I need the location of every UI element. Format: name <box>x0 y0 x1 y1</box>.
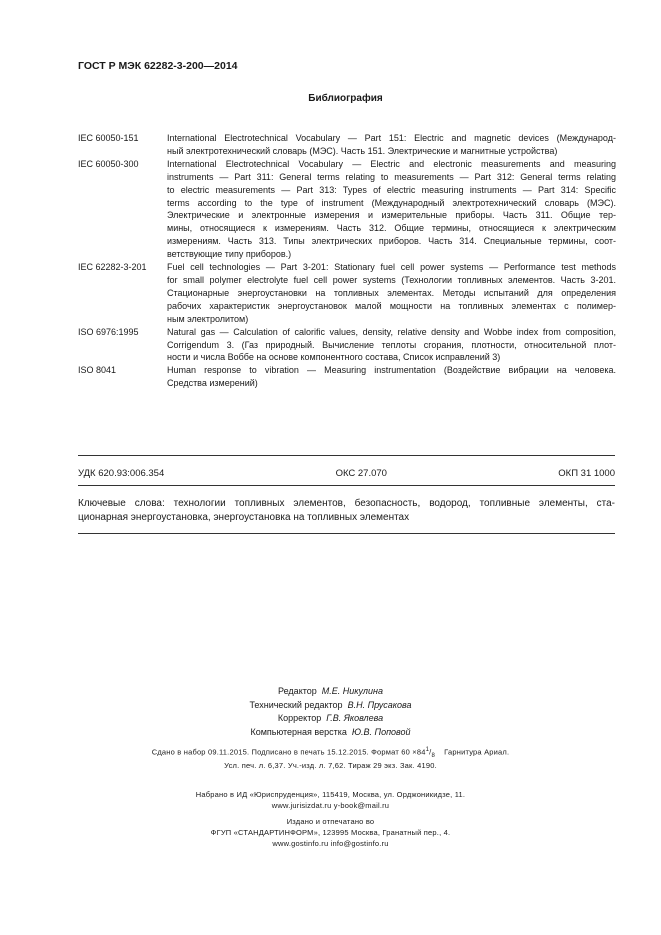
credit-line <box>0 726 661 740</box>
entry-line: рабочих характеристик энергоустановок малой мощности на топливных элементах с полимер- <box>167 300 616 311</box>
printer-contacts: www.gostinfo.ru info@gostinfo.ru <box>272 839 389 848</box>
entry-line: измерениям. Часть 313. Типы электрических приборов. Часть 314. Специальные термины, соот- <box>167 236 616 247</box>
credit-person: Г.В. Яковлева <box>326 713 384 724</box>
entry-description <box>167 132 616 158</box>
keywords-line: Ключевые слова: технологии топливных элементов, безопасность, водород, топливные элементы, ста- <box>78 498 615 509</box>
keywords-line: ционарная энергоустановка, энергоустановка на топливных элементах <box>78 511 410 523</box>
entry-line: Средства измерений) <box>167 378 258 389</box>
credit-line <box>0 685 661 699</box>
credit-person: В.Н. Прусакова <box>347 699 412 710</box>
entry-description <box>167 158 616 261</box>
bibliography-entry <box>78 261 616 326</box>
credit-line <box>0 699 661 713</box>
bibliography-list <box>78 132 616 390</box>
entry-line: Fuel cell technologies — Part 3-201: Stationary fuel cell power systems — Performance test methods <box>167 262 616 273</box>
entry-line: ветствующие типу приборов.) <box>167 249 292 260</box>
credit-line <box>0 712 661 726</box>
entry-code: IEC 60050-151 <box>78 133 139 143</box>
classification-row <box>78 468 615 479</box>
credit-person: Ю.В. Поповой <box>351 726 411 737</box>
entry-code: ISO 6976:1995 <box>78 326 139 337</box>
entry-line: for small polymer electrolyte fuel cell power systems (Технологии топливных элементов. Часть 3-201. <box>167 274 616 285</box>
entry-line: мины, относящиеся к измерениям. Часть 312. Общие термины, относящиеся к электрическим <box>167 223 616 234</box>
entry-line: International Electrotechnical Vocabulary — Part 151: Electric and magnetic devices (Международ- <box>167 133 616 143</box>
entry-line: Стационарные энергоустановки на топливных элементах. Методы испытаний для определения <box>167 287 616 298</box>
top-divider <box>78 455 615 456</box>
bibliography-title: Библиография <box>308 93 383 104</box>
entry-line: instruments — Part 311: General terms relating to measurements — Part 312: General terms relating <box>167 171 616 182</box>
entry-description <box>167 326 616 365</box>
keywords <box>78 497 615 524</box>
entry-line: terms according to the type of instrument (Международный электротехнический словарь (МЭС). <box>167 197 616 208</box>
entry-code: IEC 62282-3-201 <box>78 262 147 273</box>
credit-role: Технический редактор <box>249 699 343 710</box>
entry-line: ным электролитом) <box>167 313 249 324</box>
credits-block <box>0 685 661 739</box>
print-info-line: Сдано в набор 09.11.2015. Подписано в печать 15.12.2015. Формат $60 \times 84^1/_8$ Гарнитура Ариал. <box>151 747 510 759</box>
okp-code: ОКП 31 1000 <box>558 468 615 479</box>
udk-code: УДК 620.93:006.354 <box>78 468 165 479</box>
entry-line: International Electrotechnical Vocabulary — Electric and electronic measurements and measuring <box>167 158 616 169</box>
bibliography-entry <box>78 364 616 390</box>
document-code: ГОСТ Р МЭК 62282-3-200—2014 <box>78 60 238 72</box>
credit-role: Компьютерная верстка <box>250 726 347 737</box>
printer-line: Издано и отпечатано во <box>286 817 375 826</box>
bibliography-entry <box>78 326 616 365</box>
credit-role: Корректор <box>277 713 322 724</box>
entry-code: ISO 8041 <box>78 365 117 376</box>
credit-role: Редактор <box>278 686 317 696</box>
entry-line: to electric measurements — Part 313: Types of electric measuring instruments — Part 314: Specific <box>167 184 616 195</box>
bibliography-entry <box>78 132 616 158</box>
bottom-divider <box>78 533 615 534</box>
entry-line: ный электротехнический словарь (МЭС). Часть 151. Электрические и магнитные устройства) <box>167 145 558 156</box>
credit-person: М.Е. Никулина <box>321 686 383 696</box>
oks-code: ОКС 27.070 <box>335 468 387 479</box>
entry-description <box>167 364 616 390</box>
bibliography-entry <box>78 158 616 261</box>
entry-line: Электрические и электронные измерения и измерительные приборы. Часть 311. Общие тер- <box>167 210 616 221</box>
publisher-contacts: www.jurisizdat.ru y-book@mail.ru <box>271 801 390 810</box>
entry-line: Natural gas — Calculation of calorific values, density, relative density and Wobbe index from composition, <box>167 326 616 337</box>
print-info-line: Усл. печ. л. 6,37. Уч.-изд. л. 7,62. Тираж 29 экз. Зак. 4190. <box>224 761 437 770</box>
publisher-line: Набрано в ИД «Юриспруденция», 115419, Москва, ул. Орджоникидзе, 11. <box>195 790 466 799</box>
printer-line: ФГУП «СТАНДАРТИНФОРМ», 123995 Москва, Гранатный пер., 4. <box>210 828 451 837</box>
entry-description <box>167 261 616 326</box>
entry-line: Human response to vibration — Measuring instrumentation (Воздействие вибрации на человека. <box>167 365 616 376</box>
entry-line: ности и числа Воббе на основе компонентного состава, Список исправлений 3) <box>167 352 501 363</box>
entry-code: IEC 60050-300 <box>78 158 139 169</box>
entry-line: Corrigendum 3. (Газ природный. Вычисление теплоты сгорания, плотности, относительной плот- <box>167 339 616 350</box>
middle-divider <box>78 485 615 486</box>
